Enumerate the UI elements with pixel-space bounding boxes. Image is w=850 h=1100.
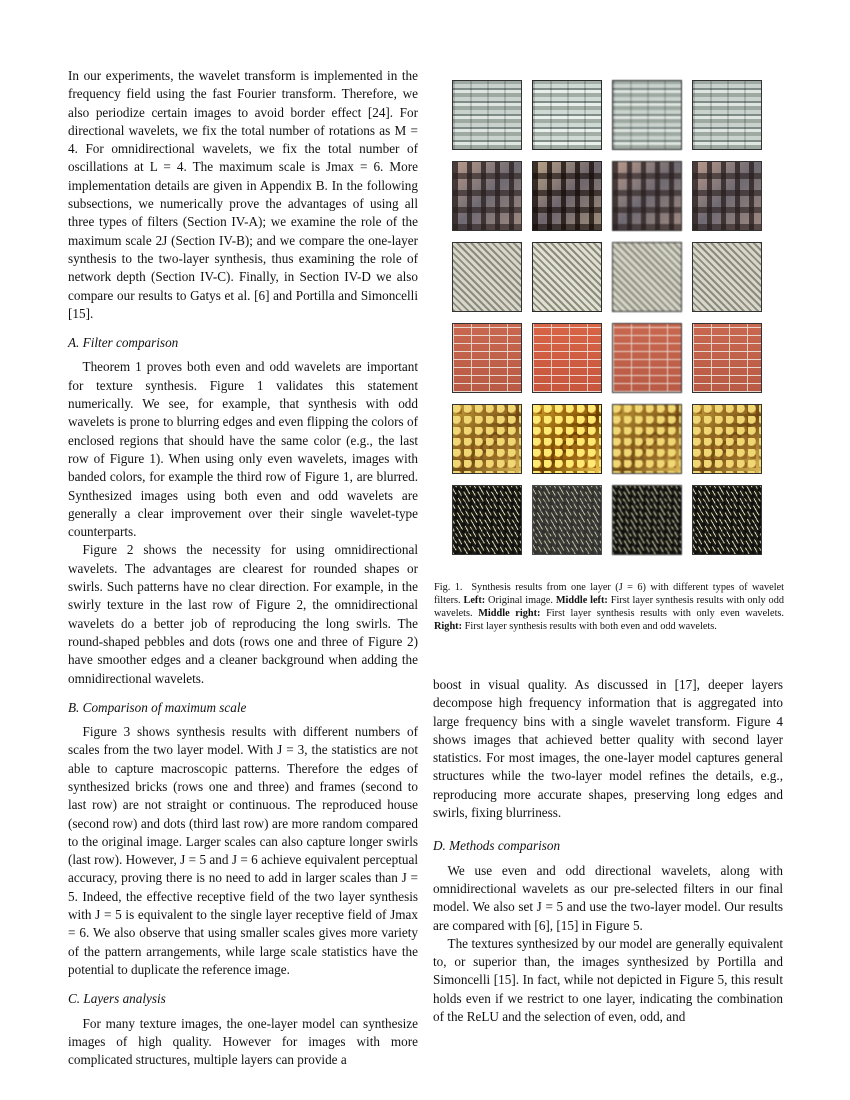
texture-weave-original bbox=[452, 242, 522, 312]
texture-ice-both bbox=[692, 80, 762, 150]
section-c-heading: C. Layers analysis bbox=[68, 991, 166, 1007]
section-d-paragraph-2: The textures synthesized by our model are generally equivalent to, or superior than, the images synthesized by Portilla and Simoncelli [15]. In fact, while not depicted in Figure 5, this result holds even if we restrict to one layer, indicating the combination of the ReLU and the selection of even, odd, and bbox=[433, 935, 783, 1025]
section-c-paragraph-1: For many texture images, the one-layer model can synthesize images of high quality. However for images with more complicated structures, multiple layers can provide a bbox=[68, 1015, 418, 1068]
texture-pebble-original bbox=[452, 404, 522, 474]
texture-brick-original bbox=[452, 323, 522, 393]
section-b-paragraph-1: Figure 3 shows synthesis results with different numbers of scales from the two layer model. With J = 3, the statistics are not able to capture macroscopic patterns. Therefore the edges of synthesized bricks (rows one and three) and frames (second to last row) are not straight or continuous. The reproduced house (second row) and dots (third last row) are more random compared to the original image. Larger scales can also capture longer swirls (last row). However, J = 5 and J = 6 achieve equivalent perceptual accuracy, proving there is no need to add in larger scales than J = 5. Indeed, the effective receptive field of the two layer synthesis with J = 5 is equivalent to the single layer receptive field of Jmax = 6. We also observe that using smaller scales gives more variety of the pattern arrangements, while large scale statistics have the potential to duplicate the reference image. bbox=[68, 724, 418, 977]
texture-house-even bbox=[612, 161, 682, 231]
texture-ice-original bbox=[452, 80, 522, 150]
figure-1 bbox=[434, 80, 785, 633]
right-column bbox=[433, 676, 783, 1026]
texture-house-odd bbox=[532, 161, 602, 231]
texture-pebble-odd bbox=[532, 404, 602, 474]
texture-dots-even bbox=[612, 485, 682, 555]
caption-intro: Synthesis results from one layer (J = 6) with different types of wavelet filters. bbox=[434, 582, 784, 607]
caption-middle-left-label: Middle left: bbox=[555, 595, 608, 607]
caption-middle-left-text: First layer synthesis results with only odd wavelets. bbox=[434, 595, 785, 620]
texture-house-original bbox=[452, 161, 522, 231]
texture-dots-both bbox=[692, 485, 762, 555]
texture-dots-original bbox=[452, 485, 522, 555]
texture-house-both bbox=[692, 161, 762, 231]
caption-label: Fig. 1. bbox=[434, 582, 463, 593]
section-d-heading: D. Methods comparison bbox=[433, 838, 561, 854]
texture-ice-odd bbox=[532, 80, 602, 150]
texture-pebble-even bbox=[612, 404, 682, 474]
texture-weave-even bbox=[612, 242, 682, 312]
caption-middle-right-text: First layer synthesis results with only even wavelets. bbox=[546, 608, 785, 620]
section-a-paragraph-2: Figure 2 shows the necessity for using omnidirectional wavelets. The advantages are clearest for rounded shapes or swirls. Such patterns have no clear direction. For example, in the swirly texture in the last row of Figure 2, the omnidirectional wavelets do a better job of reproducing the long swirls. The round-shaped pebbles and dots (rows one and three of Figure 2) have smoother edges and a cleaner background when adding the omnidirectional wavelets. bbox=[68, 542, 418, 686]
section-a-heading: A. Filter comparison bbox=[68, 335, 179, 351]
texture-weave-both bbox=[692, 242, 762, 312]
caption-right-text: First layer synthesis results with both even and odd wavelets. bbox=[464, 621, 717, 633]
section-d-paragraph-1: We use even and odd directional wavelets, along with omnidirectional wavelets as our pre-selected filters in our final model. We also set J = 5 and use the two-layer model. Our results are compared with [6], [15] in Figure 5. bbox=[433, 862, 783, 933]
texture-ice-even bbox=[612, 80, 682, 150]
texture-brick-even bbox=[612, 323, 682, 393]
texture-brick-both bbox=[692, 323, 762, 393]
texture-weave-odd bbox=[532, 242, 602, 312]
caption-middle-right-label: Middle right: bbox=[478, 608, 541, 620]
section-a-paragraph-1: Theorem 1 proves both even and odd wavelets are important for texture synthesis. Figure 1 validates this statement numerically. We see, for example, that synthesis with odd wavelets is prone to blurring edges and even flipping the colors of enclosed regions that should have the same color (e.g., the last row of Figure 1). When using only even wavelets, images with banded colors, for example the third row of Figure 1, are blurred. Synthesized images using both even and odd wavelets are generally a clear improvement over their single wavelet-type counterparts. bbox=[68, 359, 418, 540]
texture-dots-odd bbox=[532, 485, 602, 555]
section-b-heading: B. Comparison of maximum scale bbox=[68, 699, 247, 715]
figure-1-caption bbox=[434, 581, 784, 633]
figure-grid bbox=[452, 80, 764, 555]
texture-brick-odd bbox=[532, 323, 602, 393]
caption-right-label: Right: bbox=[434, 621, 463, 633]
caption-left-label: Left: bbox=[463, 595, 486, 607]
intro-paragraph: In our experiments, the wavelet transform is implemented in the frequency field using the fast Fourier transform. Therefore, we also periodize certain images to avoid border effect [24]. For directional wavelets, we fix the total number of rotations as M = 4. For omnidirectional wavelets, we fix the total number of oscillations at L = 4. The maximum scale is Jmax = 6. More implementation details are given in Appendix B. In the following subsections, we numerically prove the advantages of using all three types of filters (Section IV-A); we examine the role of the maximum scale 2J (Section IV-B); and we compare the one-layer synthesis to the two-layer synthesis, thus examining the role of network depth (Section IV-C). Finally, in Section IV-D we also compare our results to Gatys et al. [6] and Portilla and Simoncelli [15]. bbox=[68, 68, 418, 321]
section-c-continuation: boost in visual quality. As discussed in [17], deeper layers decompose high frequency information that is aggregated into large frequency bins with a single wavelet transform. Figure 4 shows images that achieved better quality with second layer statistics. For most images, the one-layer model captures general structures while the two-layer model refines the details, e.g., reproducing more accurate shapes, preserving long edges and swirls, fixing blurriness. bbox=[433, 677, 783, 821]
texture-pebble-both bbox=[692, 404, 762, 474]
left-column bbox=[68, 67, 418, 1069]
caption-left-text: Original image. bbox=[488, 595, 553, 607]
